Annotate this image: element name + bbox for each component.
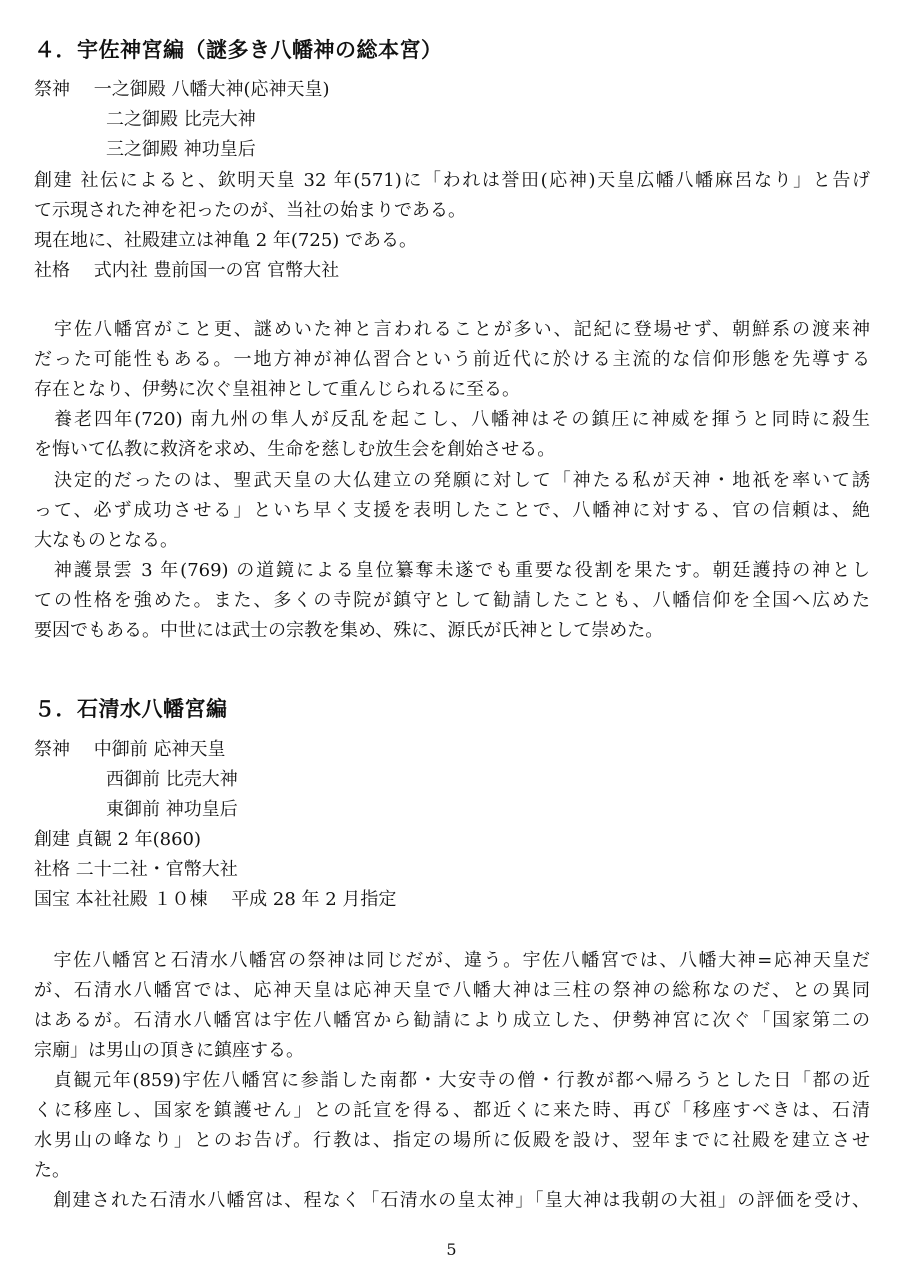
page-number: 5	[446, 1240, 457, 1259]
section-4-heading: ４．宇佐神宮編（謎多き八幡神の総本宮）	[34, 38, 443, 62]
section-5-body-line: 貞観元年(859)宇佐八幡宮に参詣した南都・大安寺の僧・行教が都へ帰ろうとした日「都の近	[34, 1070, 870, 1091]
section-5-founding-line: 創建 貞観 2 年(860)	[34, 829, 202, 850]
section-5-body-line: た。	[34, 1160, 70, 1181]
section-5-deity-line: 西御前 比売大神	[34, 769, 238, 790]
section-5-body-line: が、石清水八幡宮では、応神天皇は応神天皇で八幡大神は三柱の祭神の総称なのだ、との異同	[34, 980, 870, 1001]
section-5-treasure-line: 国宝 本社社殿 １０棟 平成 28 年 2 月指定	[34, 889, 397, 910]
section-4-body-line: 宇佐八幡宮がこと更、謎めいた神と言われることが多い、記紀に登場せず、朝鮮系の渡来神	[34, 319, 870, 340]
section-4-deity-line: 三之御殿 神功皇后	[34, 139, 256, 160]
section-4-deity-line: 二之御殿 比売大神	[34, 109, 256, 130]
section-4-body-line: 養老四年(720) 南九州の隼人が反乱を起こし、八幡神はその鎮圧に神威を揮うと同時に殺生	[34, 409, 870, 430]
section-5-deity-line: 祭神 中御前 応神天皇	[34, 739, 226, 760]
section-5-body-line: 宗廟」は男山の頂きに鎮座する。	[34, 1040, 304, 1061]
section-4-deity-line: 祭神 一之御殿 八幡大神(応神天皇)	[34, 79, 330, 100]
section-4-founding-line: 創建 社伝によると、欽明天皇 32 年(571)に「われは誉田(応神)天皇広幡八幡麻呂なり」と告げ	[34, 170, 870, 191]
section-4-body-line: ての性格を強めた。また、多くの寺院が鎮守として勧請したことも、八幡信仰を全国へ広めた	[34, 590, 870, 611]
section-5-body-line: 創建された石清水八幡宮は、程なく「石清水の皇太神」「皇大神は我朝の大祖」の評価を受け、	[34, 1190, 870, 1211]
section-5-heading: ５．石清水八幡宮編	[34, 697, 228, 721]
section-5-deity-line: 東御前 神功皇后	[34, 799, 238, 820]
section-4-founding-line: て示現された神を祀ったのが、当社の始まりである。	[34, 200, 466, 221]
section-4-body-line: だった可能性もある。一地方神が神仏習合という前近代に於ける主流的な信仰形態を先導する	[34, 349, 870, 370]
section-4-body-line: 決定的だったのは、聖武天皇の大仏建立の発願に対して「神たる私が天神・地祇を率いて誘	[34, 470, 870, 491]
section-4-rank-line: 社格 式内社 豊前国一の宮 官幣大社	[34, 260, 340, 281]
section-5-body-line: 水男山の峰なり」とのお告げ。行教は、指定の場所に仮殿を設け、翌年までに社殿を建立させ	[34, 1130, 870, 1151]
section-4-body-line: って、必ず成功させる」といち早く支援を表明したことで、八幡神に対する、官の信頼は、絶	[34, 500, 870, 521]
section-4-location-line: 現在地に、社殿建立は神亀 2 年(725) である。	[34, 230, 418, 251]
section-5-body-line: くに移座し、国家を鎮護せん」との託宣を得る、都近くに来た時、再び「移座すべきは、石清	[34, 1100, 870, 1121]
section-4-body-line: 要因でもある。中世には武士の宗教を集め、殊に、源氏が氏神として崇めた。	[34, 620, 664, 641]
section-5-body-line: はあるが。石清水八幡宮は宇佐八幡宮から勧請により成立した、伊勢神宮に次ぐ「国家第二の	[34, 1010, 870, 1031]
section-4-body-line: を悔いて仏教に救済を求め、生命を慈しむ放生会を創始させる。	[34, 439, 556, 460]
section-5-body-line: 宇佐八幡宮と石清水八幡宮の祭神は同じだが、違う。宇佐八幡宮では、八幡大神=応神天皇だ	[34, 950, 870, 971]
section-4-body-line: 神護景雲 3 年(769) の道鏡による皇位纂奪未遂でも重要な役割を果たす。朝廷護持の神とし	[34, 560, 870, 581]
section-4-body-line: 大なものとなる。	[34, 530, 178, 551]
section-4-body-line: 存在となり、伊勢に次ぐ皇祖神として重んじられるに至る。	[34, 379, 520, 400]
section-5-rank-line: 社格 二十二社・官幣大社	[34, 859, 238, 880]
